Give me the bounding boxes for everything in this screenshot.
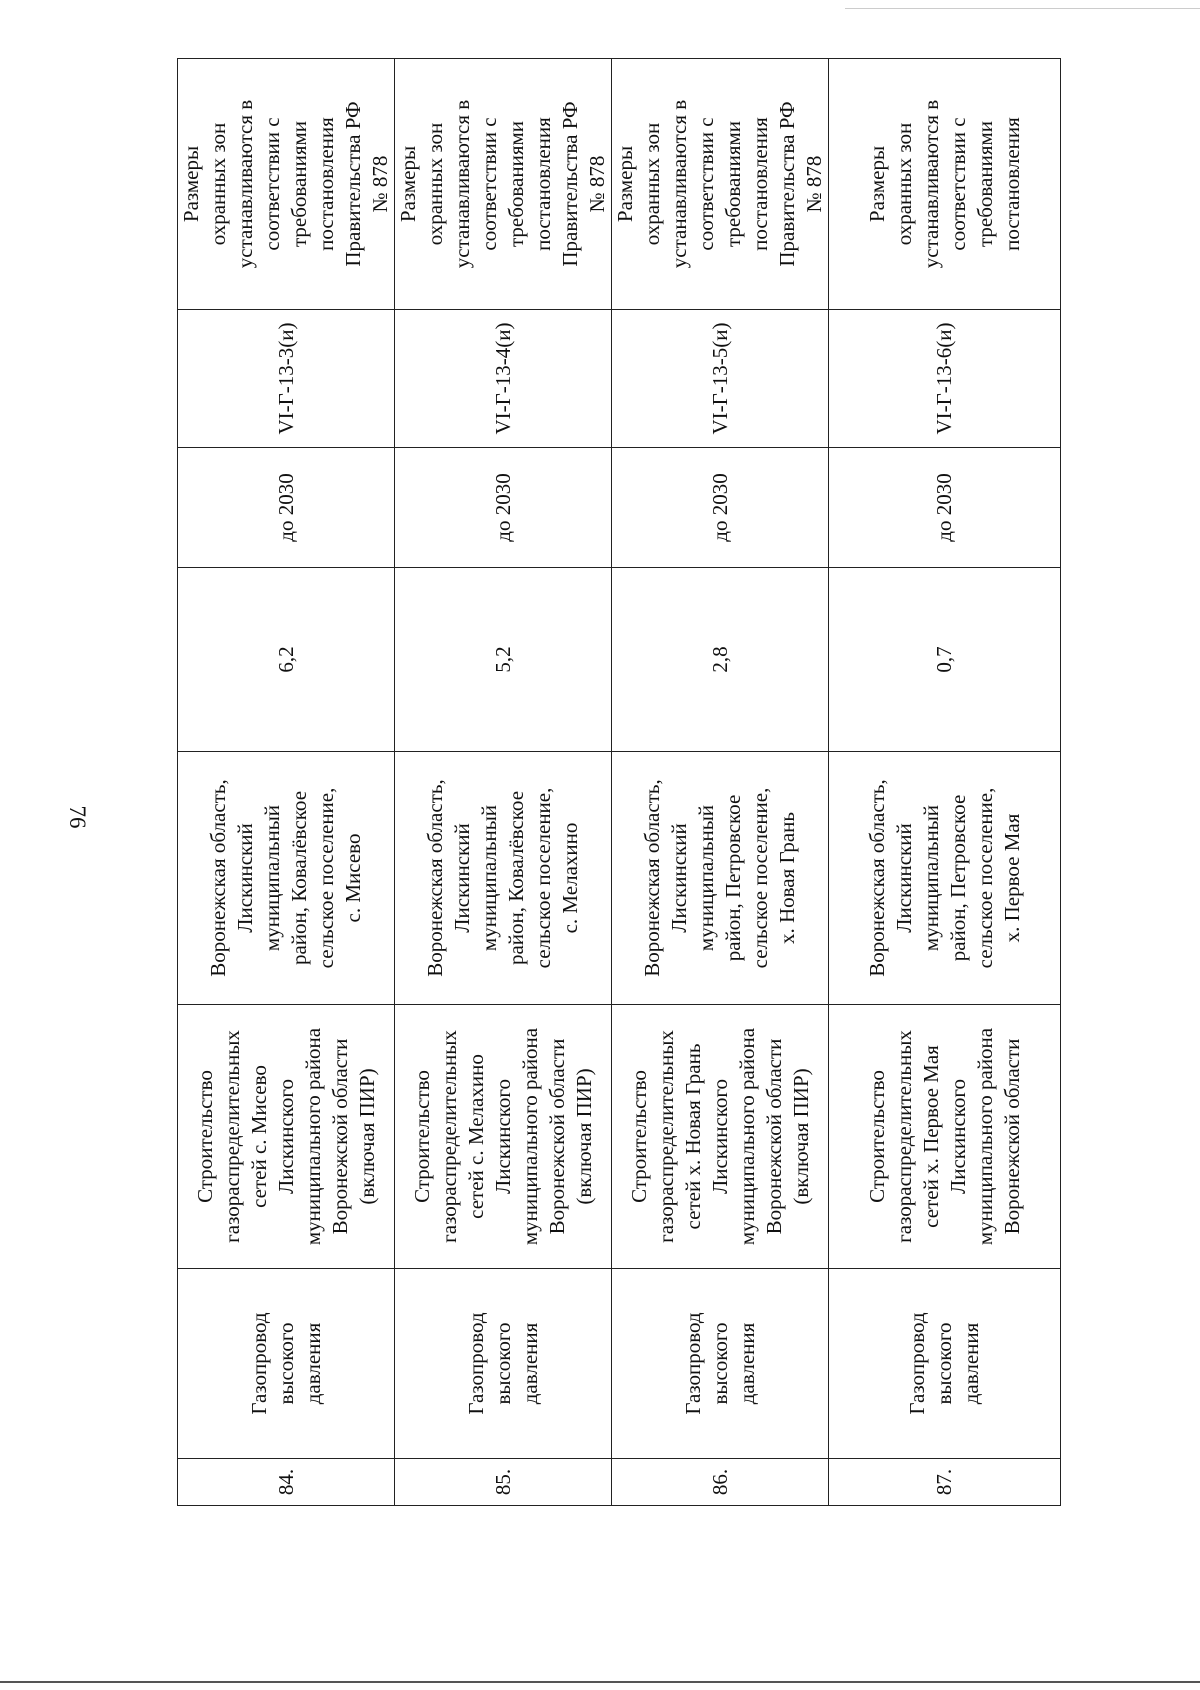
cell-text-line: Размеры bbox=[396, 145, 420, 223]
cell-text-line: сельское поселение, bbox=[748, 787, 772, 969]
cell-text-line: устанавливаются в bbox=[233, 99, 257, 269]
object-code-cell: VI-Г-13-4(и) bbox=[395, 310, 612, 448]
length-cell: 0,7 bbox=[829, 568, 1061, 752]
cell-text-line: Воронежская область, bbox=[640, 779, 664, 977]
cell-text-line: соответствии с bbox=[694, 117, 718, 251]
cell-text-line: Лискинского bbox=[490, 1078, 515, 1195]
cell-text-line: газораспределительных bbox=[436, 1030, 461, 1243]
cell-text-line: муниципального района bbox=[517, 1027, 542, 1246]
cell-text-line: (включая ПИР) bbox=[788, 1068, 813, 1205]
project-description-cell bbox=[612, 1005, 829, 1269]
cell-text-line: муниципальный bbox=[918, 804, 943, 952]
project-description-cell bbox=[829, 1005, 1061, 1269]
cell-text-line: требованиями bbox=[972, 120, 997, 248]
cell-text-line: Лискинский bbox=[667, 823, 691, 933]
cell-text-line: Воронежской области bbox=[544, 1038, 569, 1235]
cell-text-line: муниципальный bbox=[477, 804, 501, 952]
cell-text-line: давления bbox=[300, 1322, 325, 1405]
table-row bbox=[612, 59, 829, 1506]
cell-text-line: Строительство bbox=[864, 1070, 889, 1203]
cell-text-line: сельское поселение, bbox=[314, 787, 338, 969]
gas-pipeline-table bbox=[177, 58, 1061, 1506]
cell-text-line: сельское поселение, bbox=[972, 787, 997, 969]
cell-text-line: сетей х. Первое Мая bbox=[918, 1045, 943, 1228]
cell-text-line: газораспределительных bbox=[891, 1030, 916, 1243]
cell-text-line: район, Ковалёвское bbox=[504, 790, 528, 966]
cell-text-line: муниципальный bbox=[260, 804, 284, 952]
cell-text-line: сельское поселение, bbox=[531, 787, 555, 969]
cell-text-line: соответствии с bbox=[477, 117, 501, 251]
cell-text-line: газораспределительных bbox=[653, 1030, 678, 1243]
cell-text-line: требованиями bbox=[504, 120, 528, 248]
row-number-cell: 86. bbox=[612, 1459, 829, 1506]
protection-zone-cell bbox=[178, 59, 395, 310]
cell-text-line: Газопровод bbox=[463, 1312, 488, 1415]
cell-text-line: высокого bbox=[932, 1322, 956, 1405]
cell-text-line: постановления bbox=[314, 117, 338, 251]
cell-text-line: муниципального района bbox=[972, 1027, 997, 1246]
cell-text-line: высокого bbox=[707, 1322, 732, 1405]
object-code-cell: VI-Г-13-3(и) bbox=[178, 310, 395, 448]
protection-zone-cell bbox=[829, 59, 1061, 310]
term-cell: до 2030 bbox=[178, 448, 395, 568]
object-code-cell: VI-Г-13-5(и) bbox=[612, 310, 829, 448]
cell-text-line: Газопровод bbox=[246, 1312, 271, 1415]
cell-text-line: Лискинского bbox=[707, 1078, 732, 1195]
cell-text-line: высокого bbox=[490, 1322, 515, 1405]
cell-text-line: соответствии с bbox=[945, 117, 970, 251]
cell-text-line: Воронежской области bbox=[761, 1038, 786, 1235]
cell-text-line: № 878 bbox=[585, 155, 609, 213]
cell-text-line: Размеры bbox=[613, 145, 637, 223]
cell-text-line: давления bbox=[959, 1322, 983, 1405]
cell-text-line: давления bbox=[517, 1322, 542, 1405]
cell-text-line: постановления bbox=[748, 117, 772, 251]
object-name-cell bbox=[178, 1269, 395, 1459]
protection-zone-cell bbox=[395, 59, 612, 310]
cell-text-line: высокого bbox=[273, 1322, 298, 1405]
protection-zone-cell bbox=[612, 59, 829, 310]
location-cell bbox=[395, 752, 612, 1005]
table-row bbox=[178, 59, 395, 1506]
cell-text-line: (включая ПИР) bbox=[571, 1068, 596, 1205]
cell-text-line: охранных зон bbox=[206, 122, 230, 246]
cell-text-line: с. Мисево bbox=[341, 833, 365, 923]
page-bottom-border bbox=[0, 1681, 1200, 1683]
location-cell bbox=[612, 752, 829, 1005]
term-cell: до 2030 bbox=[395, 448, 612, 568]
object-name-cell bbox=[395, 1269, 612, 1459]
cell-text-line: устанавливаются в bbox=[667, 99, 691, 269]
cell-text-line: требованиями bbox=[287, 120, 311, 248]
cell-text-line: Строительство bbox=[626, 1070, 651, 1203]
cell-text-line: Размеры bbox=[864, 145, 889, 223]
term-cell: до 2030 bbox=[829, 448, 1061, 568]
row-number-cell: 85. bbox=[395, 1459, 612, 1506]
term-cell: до 2030 bbox=[612, 448, 829, 568]
cell-text-line: устанавливаются в bbox=[450, 99, 474, 269]
cell-text-line: Воронежской области bbox=[327, 1038, 352, 1235]
cell-text-line: Воронежская область, bbox=[206, 779, 230, 977]
cell-text-line: постановления bbox=[531, 117, 555, 251]
cell-text-line: х. Новая Грань bbox=[775, 812, 799, 944]
cell-text-line: сетей с. Мисево bbox=[246, 1065, 271, 1208]
cell-text-line: х. Первое Мая bbox=[999, 813, 1024, 943]
cell-text-line: охранных зон bbox=[423, 122, 447, 246]
cell-text-line: сетей х. Новая Грань bbox=[680, 1043, 705, 1230]
cell-text-line: район, Петровское bbox=[945, 794, 970, 962]
cell-text-line: Размеры bbox=[179, 145, 203, 223]
location-cell bbox=[829, 752, 1061, 1005]
cell-text-line: Лискинский bbox=[891, 823, 916, 933]
cell-text-line: Газопровод bbox=[905, 1312, 929, 1415]
cell-text-line: район, Петровское bbox=[721, 794, 745, 962]
cell-text-line: с. Мелахино bbox=[558, 822, 582, 934]
cell-text-line: сетей с. Мелахино bbox=[463, 1054, 488, 1219]
table-row bbox=[829, 59, 1061, 1506]
project-description-cell bbox=[178, 1005, 395, 1269]
cell-text-line: (включая ПИР) bbox=[354, 1068, 379, 1205]
cell-text-line: охранных зон bbox=[640, 122, 664, 246]
object-name-cell bbox=[612, 1269, 829, 1459]
cell-text-line: муниципальный bbox=[694, 804, 718, 952]
document-table-area bbox=[177, 59, 1033, 1506]
cell-text-line: Лискинского bbox=[273, 1078, 298, 1195]
cell-text-line: соответствии с bbox=[260, 117, 284, 251]
table-body bbox=[178, 59, 1061, 1506]
length-cell: 5,2 bbox=[395, 568, 612, 752]
cell-text-line: Газопровод bbox=[680, 1312, 705, 1415]
cell-text-line: давления bbox=[734, 1322, 759, 1405]
row-number-cell: 84. bbox=[178, 1459, 395, 1506]
cell-text-line: Воронежская область, bbox=[864, 779, 889, 977]
location-cell bbox=[178, 752, 395, 1005]
cell-text-line: район, Ковалёвское bbox=[287, 790, 311, 966]
cell-text-line: муниципального района bbox=[300, 1027, 325, 1246]
cell-text-line: Строительство bbox=[192, 1070, 217, 1203]
cell-text-line: Лискинский bbox=[450, 823, 474, 933]
table-row bbox=[395, 59, 612, 1506]
cell-text-line: Правительства РФ bbox=[341, 101, 365, 267]
cell-text-line: № 878 bbox=[368, 155, 392, 213]
cell-text-line: Правительства РФ bbox=[558, 101, 582, 267]
cell-text-line: охранных зон bbox=[891, 122, 916, 246]
cell-text-line: Воронежской области bbox=[999, 1038, 1024, 1235]
cell-text-line: Правительства РФ bbox=[775, 101, 799, 267]
rotated-table-container bbox=[177, 59, 1033, 1506]
cell-text-line: Лискинский bbox=[233, 823, 257, 933]
cell-text-line: Воронежская область, bbox=[423, 779, 447, 977]
length-cell: 6,2 bbox=[178, 568, 395, 752]
row-number-cell: 87. bbox=[829, 1459, 1061, 1506]
object-name-cell bbox=[829, 1269, 1061, 1459]
project-description-cell bbox=[395, 1005, 612, 1269]
cell-text-line: Строительство bbox=[409, 1070, 434, 1203]
cell-text-line: № 878 bbox=[802, 155, 826, 213]
cell-text-line: устанавливаются в bbox=[918, 99, 943, 269]
page-number: 76 bbox=[65, 805, 90, 829]
cell-text-line: постановления bbox=[999, 117, 1024, 251]
object-code-cell: VI-Г-13-6(и) bbox=[829, 310, 1061, 448]
length-cell: 2,8 bbox=[612, 568, 829, 752]
cell-text-line: муниципального района bbox=[734, 1027, 759, 1246]
scan-edge-line bbox=[845, 8, 1200, 9]
cell-text-line: требованиями bbox=[721, 120, 745, 248]
cell-text-line: Лискинского bbox=[945, 1078, 970, 1195]
cell-text-line: газораспределительных bbox=[219, 1030, 244, 1243]
